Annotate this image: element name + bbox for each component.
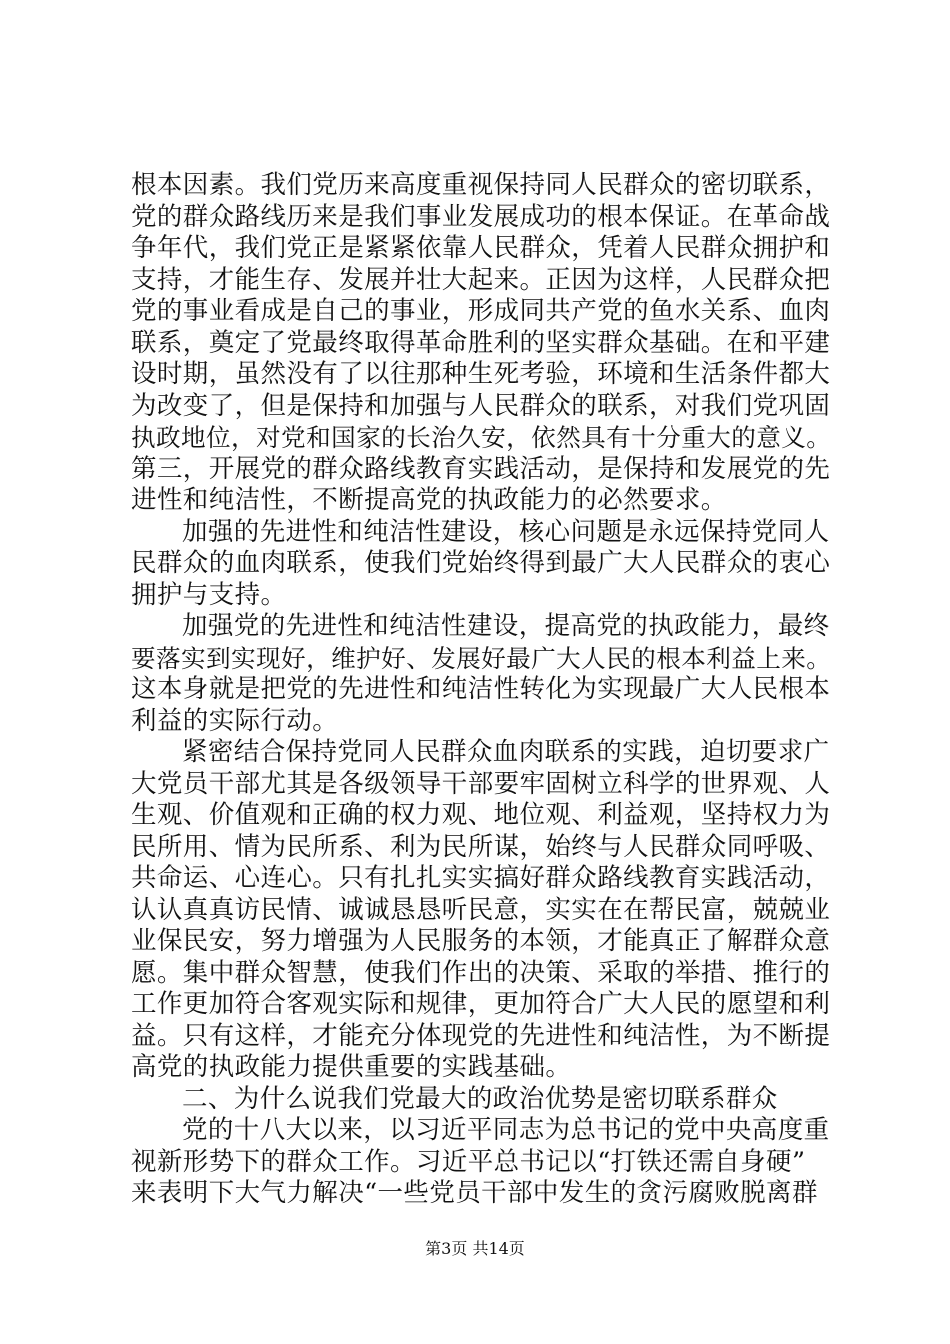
text-line: 联系，奠定了党最终取得革命胜利的坚实群众基础。在和平建 bbox=[131, 327, 831, 358]
text-line: 这本身就是把党的先进性和纯洁性转化为实现最广大人民根本 bbox=[131, 674, 831, 704]
text-line: 为改变了，但是保持和加强与人民群众的联系，对我们党巩固 bbox=[131, 390, 831, 421]
text-line: 紧密结合保持党同人民群众血肉联系的实践，迫切要求广 bbox=[182, 737, 830, 767]
text-line: 争年代，我们党正是紧紧依靠人民群众，凭着人民群众拥护和 bbox=[131, 233, 831, 263]
text-line: 业保民安，努力增强为人民服务的本领，才能真正了解群众意 bbox=[131, 926, 831, 956]
page-number-footer: 第3页 共14页 bbox=[425, 1239, 525, 1258]
document-body bbox=[131, 170, 831, 1210]
text-line: 进性和纯洁性，不断提高党的执政能力的必然要求。 bbox=[131, 485, 727, 515]
text-line: 第三，开展党的群众路线教育实践活动，是保持和发展党的先 bbox=[131, 453, 831, 484]
text-line: 党的十八大以来，以习近平同志为总书记的党中央高度重 bbox=[182, 1115, 830, 1145]
text-line: 加强的先进性和纯洁性建设，核心问题是永远保持党同人 bbox=[182, 516, 830, 547]
text-line: 民所用、情为民所系、利为民所谋，始终与人民群众同呼吸、 bbox=[131, 831, 831, 862]
text-line: 党的事业看成是自己的事业，形成同共产党的鱼水关系、血肉 bbox=[131, 296, 831, 326]
text-line: 支持，才能生存、发展并壮大起来。正因为这样，人民群众把 bbox=[131, 264, 831, 295]
text-line: 视新形势下的群众工作。习近平总书记以“打铁还需自身硬” bbox=[131, 1146, 806, 1177]
text-line: 拥护与支持。 bbox=[131, 579, 287, 610]
text-line: 工作更加符合客观实际和规律，更加符合广大人民的愿望和利 bbox=[131, 989, 831, 1019]
text-line: 来表明下大气力解决“一些党员干部中发生的贪污腐败脱离群 bbox=[131, 1178, 818, 1208]
text-line: 设时期，虽然没有了以往那种生死考验，环境和生活条件都大 bbox=[131, 359, 831, 389]
text-line: 认认真真访民情、诚诚恳恳听民意，实实在在帮民富，兢兢业 bbox=[131, 894, 831, 925]
text-line: 根本因素。我们党历来高度重视保持同人民群众的密切联系， bbox=[131, 170, 831, 200]
text-line: 要落实到实现好，维护好、发展好最广大人民的根本利益上来。 bbox=[131, 643, 832, 673]
text-line: 利益的实际行动。 bbox=[131, 705, 339, 736]
text-line: 益。只有这样，才能充分体现党的先进性和纯洁性，为不断提 bbox=[131, 1020, 831, 1051]
text-line: 共命运、心连心。只有扎扎实实搞好群众路线教育实践活动， bbox=[131, 863, 831, 893]
text-line: 执政地位，对党和国家的长治久安，依然具有十分重大的意义。 bbox=[131, 423, 832, 452]
text-line: 大党员干部尤其是各级领导干部要牢固树立科学的世界观、人 bbox=[131, 768, 831, 799]
text-line: 党的群众路线历来是我们事业发展成功的根本保证。在革命战 bbox=[131, 201, 831, 232]
text-line: 愿。集中群众智慧，使我们作出的决策、采取的举措、推行的 bbox=[131, 957, 831, 988]
text-line: 高党的执政能力提供重要的实践基础。 bbox=[131, 1052, 572, 1082]
text-line: 生观、价值观和正确的权力观、地位观、利益观，坚持权力为 bbox=[131, 800, 831, 830]
text-line: 二、为什么说我们党最大的政治优势是密切联系群众 bbox=[182, 1083, 778, 1114]
text-line: 加强党的先进性和纯洁性建设，提高党的执政能力，最终 bbox=[182, 611, 830, 641]
text-line: 民群众的血肉联系，使我们党始终得到最广大人民群众的衷心 bbox=[131, 548, 831, 578]
